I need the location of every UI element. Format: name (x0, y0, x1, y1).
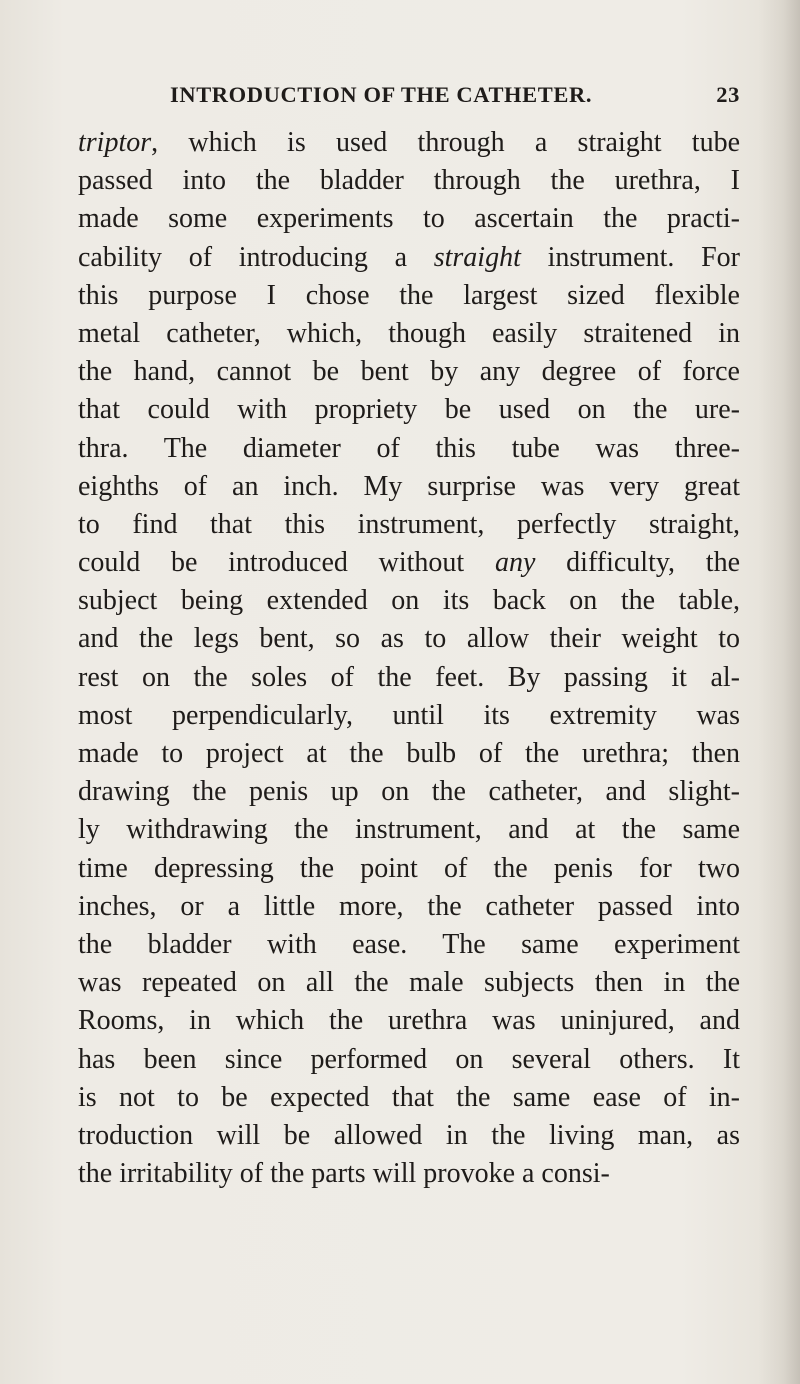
text-segment: passed into the bladder through the urethra, I (78, 165, 740, 197)
page-edge-shadow (758, 0, 800, 1384)
italic-text: triptor (78, 127, 152, 158)
text-segment: is not to be expected that the same ease of in- (78, 1081, 740, 1113)
text-segment: , which is used through a straight tube (151, 127, 740, 158)
text-line (78, 391, 740, 429)
text-segment: time depressing the point of the penis for two (78, 852, 740, 884)
text-segment: ly withdrawing the instrument, and at the same (78, 814, 740, 846)
text-segment: instrument. For (520, 241, 740, 273)
text-line (78, 888, 740, 926)
text-segment: most perpendicularly, until its extremity was (78, 699, 740, 731)
text-line (78, 1041, 740, 1079)
running-head-title: INTRODUCTION OF THE CATHETER. (170, 82, 593, 107)
text-line (78, 735, 740, 773)
running-header (170, 82, 740, 114)
text-line (78, 1117, 740, 1155)
text-line (78, 773, 740, 811)
text-segment: the irritability of the parts will provoke a consi- (78, 1158, 610, 1190)
text-segment: eighths of an inch. My surprise was very great (78, 470, 740, 502)
body-text (78, 124, 740, 1193)
text-line (78, 353, 740, 391)
text-segment: thra. The diameter of this tube was three- (78, 432, 740, 464)
italic-text: straight (433, 241, 521, 273)
text-segment: inches, or a little more, the catheter passed into (78, 890, 740, 922)
text-segment: to find that this instrument, perfectly straight, (78, 508, 740, 540)
text-line (78, 926, 740, 964)
italic-text: any (494, 547, 536, 579)
text-segment: metal catheter, which, though easily straitened in (78, 317, 740, 349)
text-line (78, 964, 740, 1002)
text-line (78, 124, 740, 162)
text-segment: subject being extended on its back on the table, (78, 585, 740, 617)
text-line (78, 200, 740, 238)
text-segment: difficulty, the (535, 547, 740, 579)
text-line (78, 620, 740, 658)
text-line (78, 162, 740, 200)
text-segment: made some experiments to ascertain the practi- (78, 203, 740, 235)
text-line (78, 697, 740, 735)
text-line (78, 850, 740, 888)
text-segment: that could with propriety be used on the ure- (78, 394, 740, 426)
text-line (78, 811, 740, 849)
text-segment: Rooms, in which the urethra was uninjured, and (78, 1005, 740, 1037)
text-line (78, 1079, 740, 1117)
text-segment: cability of introducing a (78, 241, 434, 273)
text-line (78, 277, 740, 315)
text-line (78, 582, 740, 620)
text-line (78, 1155, 740, 1193)
text-segment: and the legs bent, so as to allow their weight to (78, 623, 740, 655)
text-line (78, 1002, 740, 1040)
text-line (78, 468, 740, 506)
text-segment: this purpose I chose the largest sized flexible (78, 279, 740, 311)
text-segment: was repeated on all the male subjects then in the (78, 967, 740, 999)
text-segment: made to project at the bulb of the urethra; then (78, 738, 740, 769)
text-line (78, 315, 740, 353)
text-segment: has been since performed on several others. It (78, 1043, 740, 1075)
text-line (78, 506, 740, 544)
text-segment: rest on the soles of the feet. By passing it al- (78, 661, 740, 693)
text-line (78, 239, 740, 277)
text-line (78, 659, 740, 697)
page-number: 23 (716, 82, 740, 107)
text-line (78, 430, 740, 468)
text-segment: drawing the penis up on the catheter, and slight- (78, 776, 740, 808)
text-segment: the bladder with ease. The same experiment (78, 928, 740, 960)
text-segment: the hand, cannot be bent by any degree of force (78, 356, 740, 388)
text-line (78, 544, 740, 582)
text-segment: could be introduced without (78, 547, 495, 579)
text-segment: troduction will be allowed in the living man, as (78, 1119, 740, 1151)
